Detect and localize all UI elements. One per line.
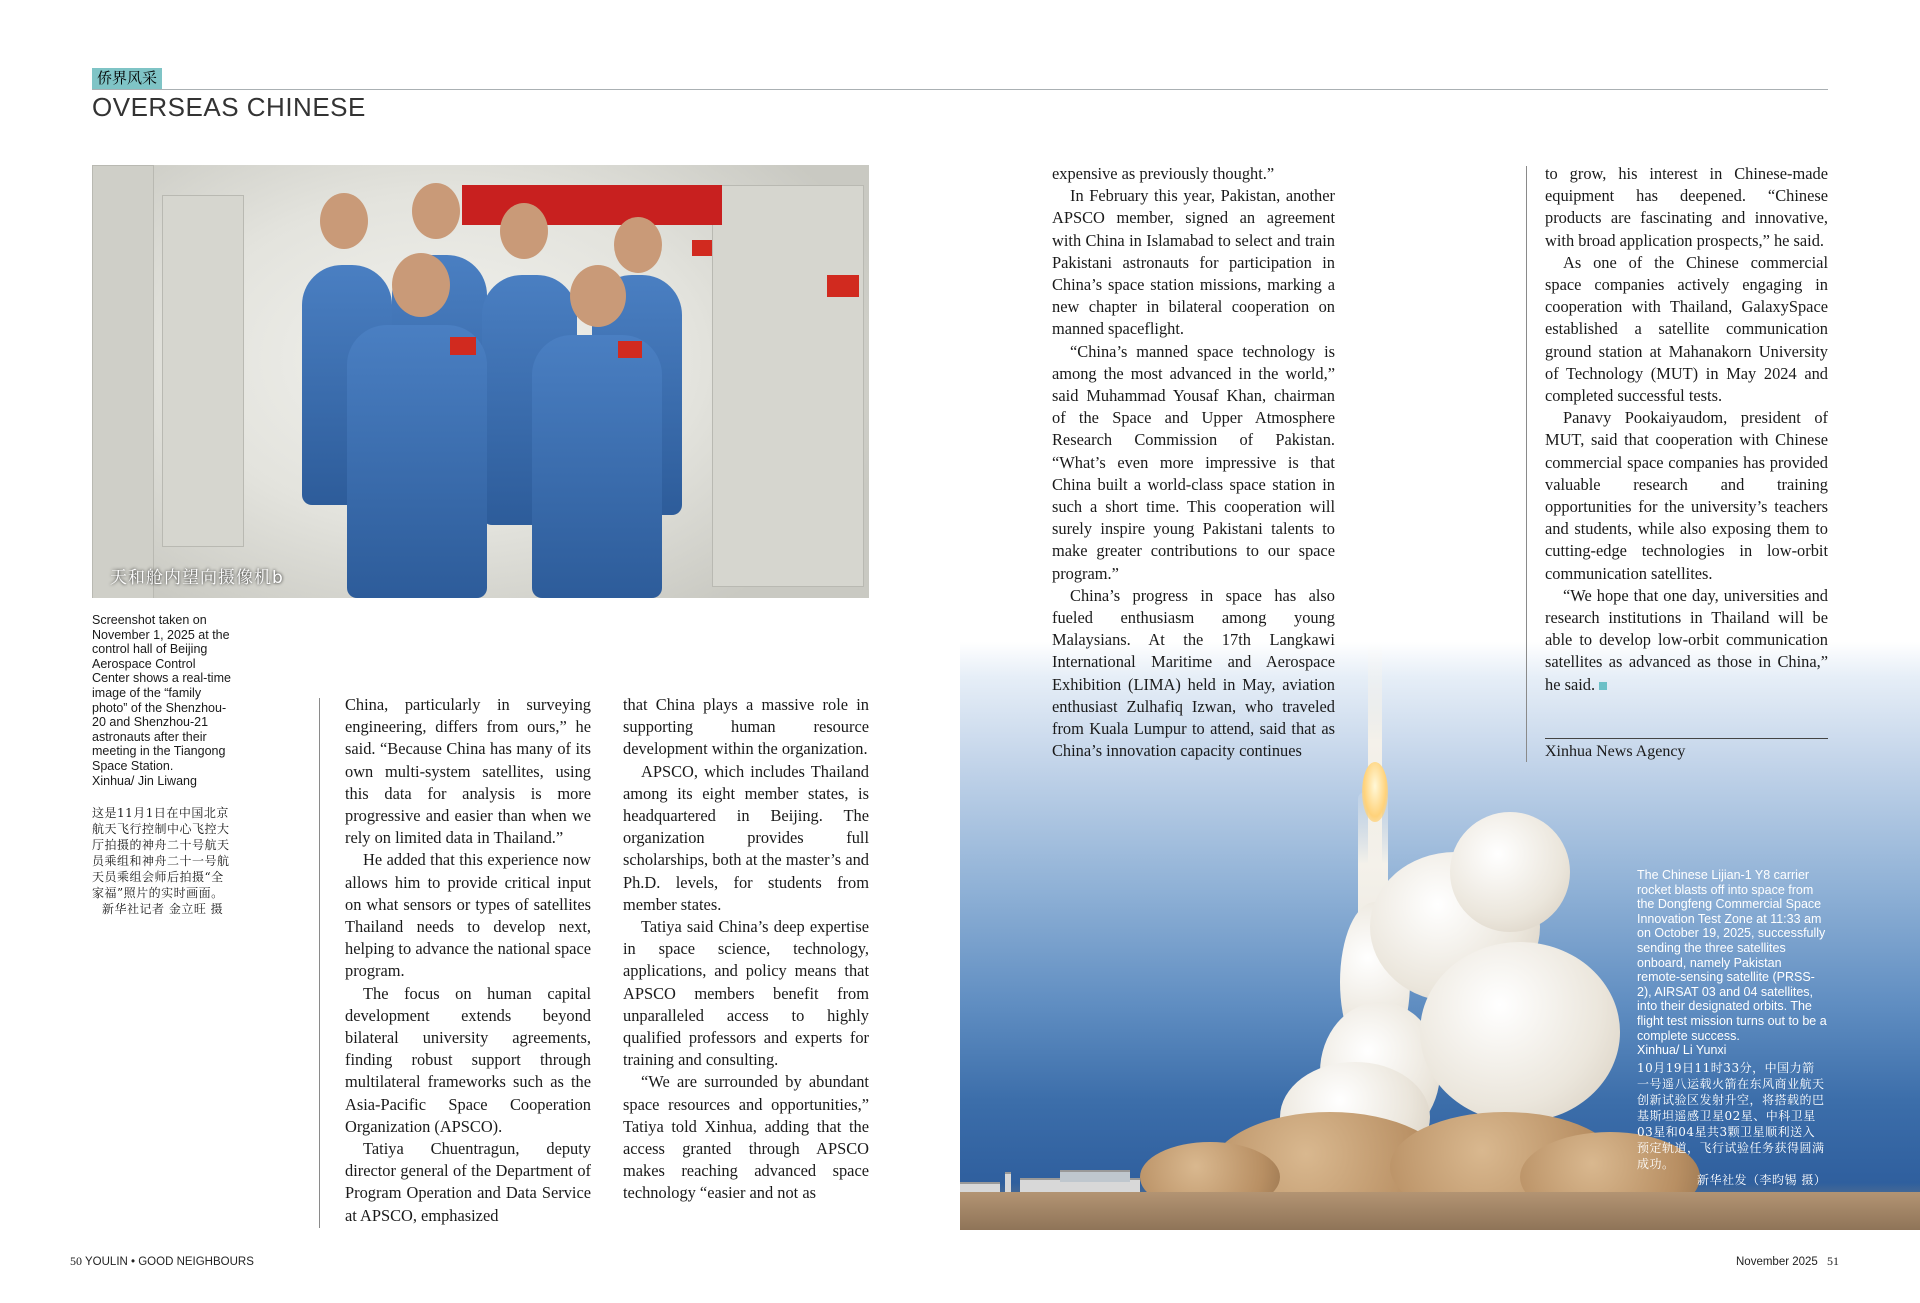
paragraph: to grow, his interest in Chinese-made equipment has deepened. “Chinese products are fascinating and innovative, with broad application prospects,” he said. [1545, 164, 1828, 250]
photo1-credit-cn: 新华社记者 金立旺 摄 [102, 902, 224, 916]
paragraph: China, particularly in surveying engineering, differs from ours,” he said. “Because China has many of its own multi-system satellites, using this data for analysis is more progressive and easier than when we rely on limited data in Thailand.” [345, 695, 591, 848]
photo2-caption-text: The Chinese Lijian-1 Y8 carrier rocket blasts off into space from the Dongfeng Commercial Space Innovation Test Zone at 11:33 am on October 19, 2025, successfully sending the three satellites onboard, namely Pakistan remote-sensing satellite (PRSS-2), AIRSAT 03 and 04 satellites, into their designated orbits. The flight test mission turns out to be a complete success. [1637, 868, 1827, 1043]
paragraph: Tatiya Chuentragun, deputy director general of the Department of Program Operation and Data Service at APSCO, emphasized [345, 1139, 591, 1225]
paragraph: “We are surrounded by abundant space resources and opportunities,” Tatiya told Xinhua, adding that the access granted through APSCO makes reaching advanced space technology “easier and not as [623, 1072, 869, 1203]
end-mark-icon [1599, 682, 1607, 690]
paragraph: Tatiya said China’s deep expertise in space science, technology, applications, and policy means that APSCO members benefit from unparalleled access to highly qualified professors and experts for training and consulting. [623, 917, 869, 1070]
photo-overlay-text: 天和舱内望向摄像机b [110, 568, 284, 588]
paragraph: In February this year, Pakistan, another APSCO member, signed an agreement with China in Islamabad to select and train Pakistani astronauts for participation in China’s space station missions, marking a new chapter in bilateral cooperation on manned spaceflight. [1052, 186, 1335, 339]
article-column-1 [345, 694, 591, 1227]
article-column-2 [623, 694, 869, 1205]
photo1-credit: Xinhua/ Jin Liwang [92, 773, 197, 788]
closing-quote: “We hope that one day, universities and research institutions in Thailand will be able to develop low-orbit communication satellites as advanced as those in China,” he said. [1545, 585, 1828, 694]
folio-left [70, 1254, 254, 1269]
page-number-right: 51 [1827, 1254, 1840, 1268]
photo2-caption-en [1637, 868, 1827, 1058]
paragraph: expensive as previously thought.” [1052, 164, 1275, 183]
page-number-left: 50 [70, 1254, 82, 1268]
issue-date: November 2025 [1736, 1256, 1818, 1268]
photo1-caption-cn [92, 805, 234, 917]
column-rule [319, 698, 320, 1228]
byline-agency: Xinhua News Agency [1545, 743, 1686, 760]
byline-rule [1545, 738, 1828, 739]
paragraph: “China’s manned space technology is among the most advanced in the world,” said Muhammad Yousaf Khan, chairman of the Space and Upper Atmosphere Research Commission of Pakistan. “What’s even more impressive is that China built a world-class space station in such a short time. This cooperation will surely inspire young Pakistani talents to make greater contributions to our space program.” [1052, 341, 1335, 583]
astronauts-photo [92, 165, 869, 598]
article-column-3 [1052, 163, 1335, 762]
paragraph: Panavy Pookaiyaudom, president of MUT, said that cooperation with Chinese commercial space companies has provided valuable research and training opportunities for the university’s teachers and students, while also exposing them to cutting-edge technologies in low-orbit communication satellites. [1545, 408, 1828, 583]
photo2-credit: Xinhua/ Li Yunxi [1637, 1043, 1727, 1058]
photo2-credit-cn: 新华社发（李昀锡 摄） [1697, 1173, 1827, 1187]
article-column-4 [1545, 163, 1828, 696]
paragraph: As one of the Chinese commercial space companies actively engaging in cooperation with Thailand, GalaxySpace established a satellite communication ground station at Mahanakorn University of Technology (MUT) in May 2024 and completed successful tests. [1545, 252, 1828, 406]
photo2-caption-cn-text: 10月19日11时33分，中国力箭一号遥八运载火箭在东风商业航天创新试验区发射升空，将搭载的巴基斯坦遥感卫星02星、中科卫星03星和04星共3颗卫星顺利送入预定轨道，飞行试验任务获得圆满成功。 [1637, 1061, 1825, 1171]
magazine-name: YOULIN • GOOD NEIGHBOURS [85, 1256, 254, 1268]
paragraph: China’s progress in space has also fueled enthusiasm among young Malaysians. At the 17th Langkawi International Maritime and Aerospace Exhibition (LIMA) held in May, aviation enthusiast Zulhafiq Izwan, who traveled from Kuala Lumpur to attend, said that as China’s innovation capacity continues [1052, 585, 1335, 761]
section-tag-cn: 侨界风采 [92, 68, 162, 89]
paragraph: He added that this experience now allows him to provide critical input on what sensors or types of satellites Thailand needs to develop next, helping to advance the national space program. [345, 850, 591, 981]
header-rule [92, 89, 1828, 90]
paragraph: that China plays a massive role in supporting human resource development within the organization. [623, 695, 869, 759]
paragraph: The focus on human capital development extends beyond bilateral university agreements, finding robust support through multilateral frameworks such as the Asia-Pacific Space Cooperation Organization (APSCO). [345, 983, 591, 1136]
paragraph [1545, 585, 1828, 696]
column-rule [1526, 166, 1527, 762]
folio-right [1736, 1254, 1839, 1269]
section-title: OVERSEAS CHINESE [92, 92, 366, 122]
photo1-caption-en [92, 613, 232, 788]
photo2-caption-cn [1637, 1060, 1827, 1188]
photo1-caption-cn-text: 这是11月1日在中国北京航天飞行控制中心飞控大厅拍摄的神舟二十号航天员乘组和神舟二十一号航天员乘组会师后拍摄“全家福”照片的实时画面。 [92, 806, 230, 900]
paragraph: APSCO, which includes Thailand among its eight member states, is headquartered in Beijing. The organization provides full scholarships, both at the master’s and Ph.D. levels, for students from member states. [623, 761, 869, 914]
photo1-caption-text: Screenshot taken on November 1, 2025 at the control hall of Beijing Aerospace Control Center shows a real-time image of the “family photo” of the Shenzhou-20 and Shenzhou-21 astronauts after their meeting in the Tiangong Space Station. [92, 613, 231, 773]
